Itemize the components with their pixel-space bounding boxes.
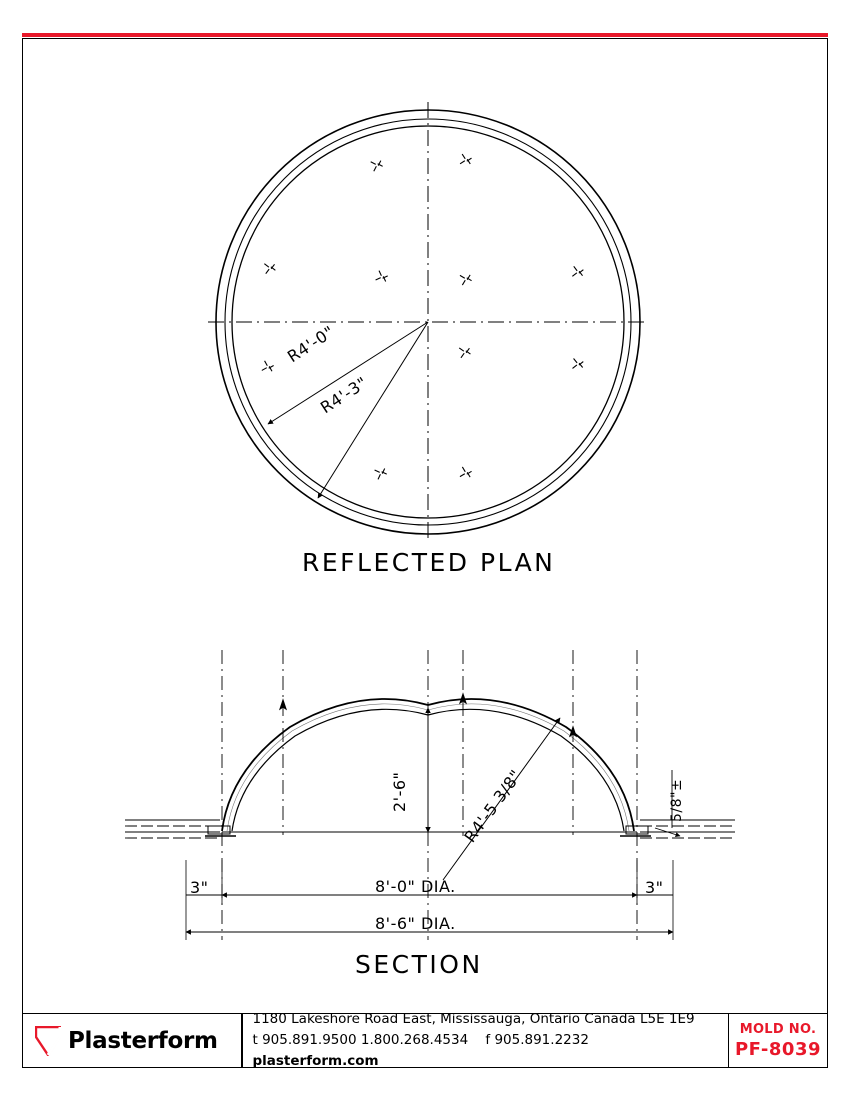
section-dim-thickness: 5/8"±	[669, 778, 685, 822]
contact-line	[253, 1030, 728, 1072]
plan-dim-inner-radius: R4'-0"	[283, 321, 338, 367]
section-view-title: SECTION	[355, 950, 483, 979]
company-address-block	[243, 1011, 728, 1069]
section-dim-flange-left: 3"	[190, 878, 209, 897]
plan-view-geometry	[208, 102, 648, 542]
section-dim-flange-right: 3"	[645, 878, 664, 897]
section-dim-rise: 2'-6"	[390, 771, 409, 812]
plan-view-title: REFLECTED PLAN	[302, 548, 556, 577]
plasterform-logo-icon	[35, 1026, 61, 1056]
mold-number-value: PF-8039	[734, 1038, 821, 1060]
website-link[interactable]: plasterform.com	[252, 1052, 379, 1069]
mold-number-label: MOLD NO.	[739, 1021, 817, 1037]
fax-number: f 905.891.2232	[485, 1032, 589, 1049]
title-block	[22, 1013, 828, 1068]
section-view-geometry	[125, 650, 735, 940]
section-dim-sphere-radius: R4'-5 3/8"	[460, 766, 526, 846]
section-dim-outer-diameter: 8'-6" DIA.	[375, 914, 456, 933]
phone-numbers: t 905.891.9500 1.800.268.4534	[252, 1032, 469, 1049]
company-logo	[23, 1014, 241, 1067]
company-name: Plasterform	[68, 1027, 218, 1054]
mold-number-block	[729, 1014, 827, 1067]
address-line: 1180 Lakeshore Road East, Mississauga, Ontario Canada L5E 1E9	[252, 1011, 695, 1028]
section-dim-inner-diameter: 8'-0" DIA.	[375, 877, 456, 896]
plan-dim-outer-radius: R4'-3"	[316, 372, 371, 418]
